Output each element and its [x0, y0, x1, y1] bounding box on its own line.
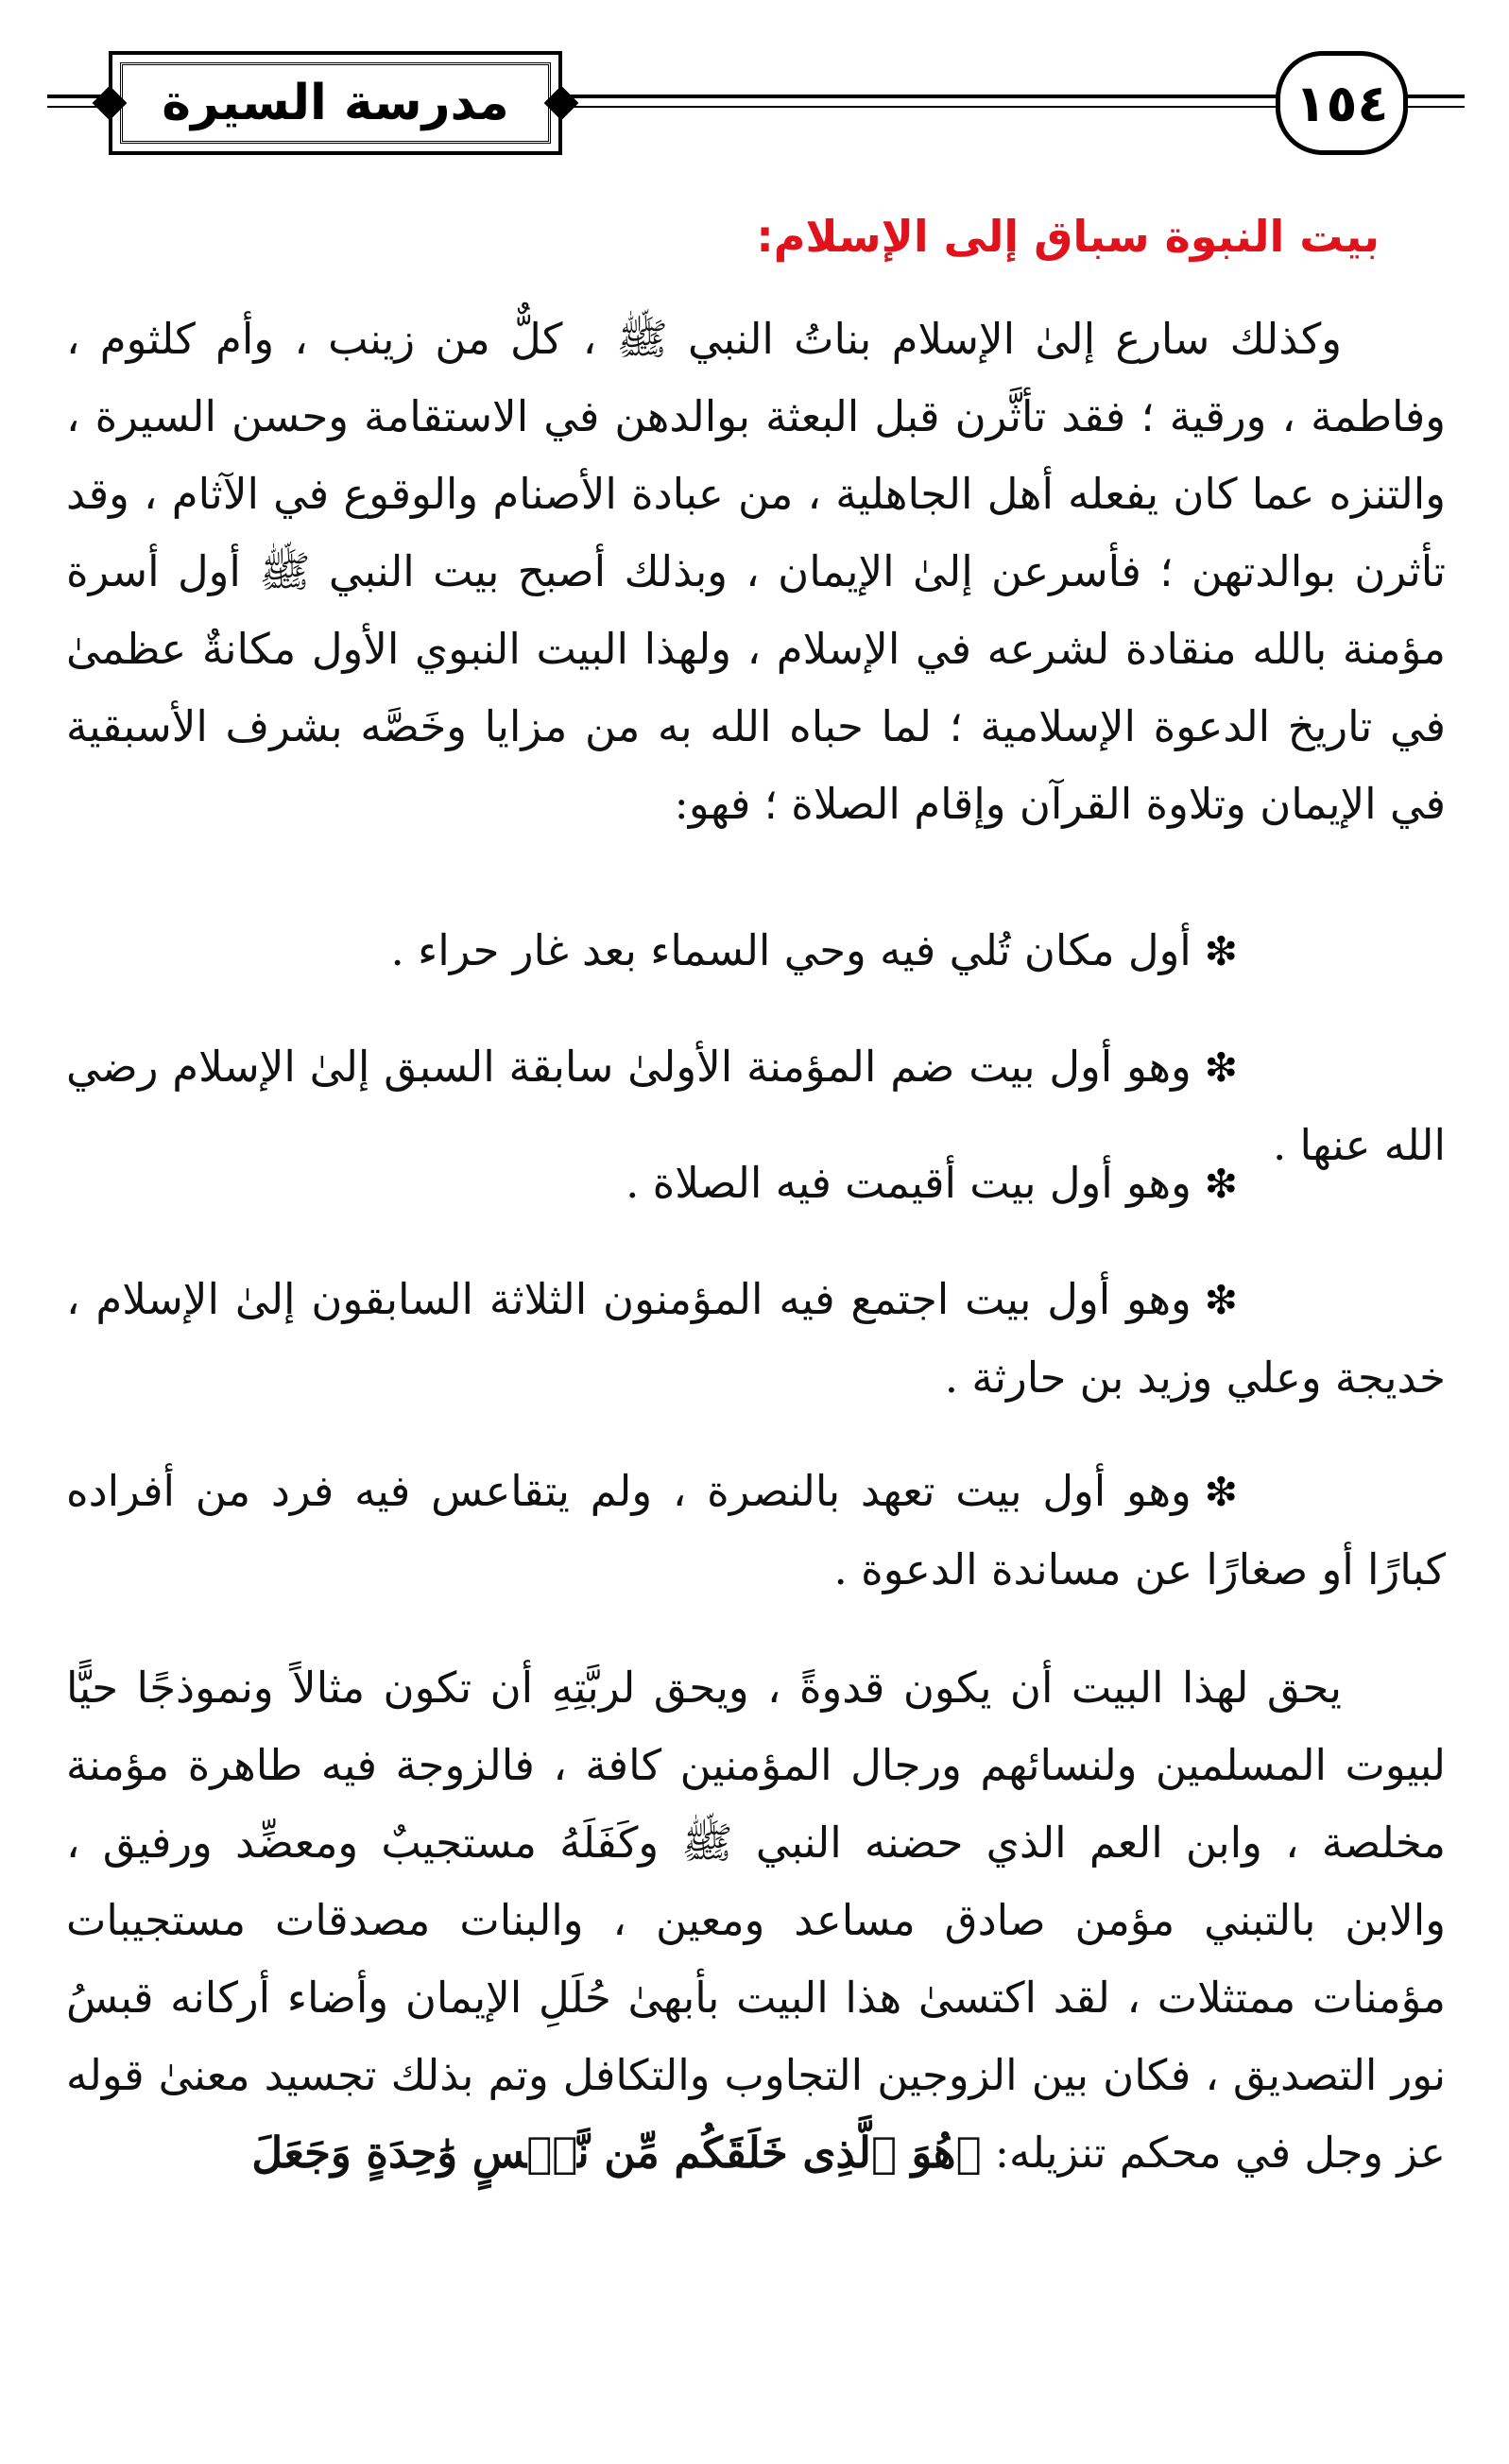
bullet-item — [66, 1145, 1446, 1223]
paragraph-closing: يحق لهذا البيت أن يكون قدوةً ، ويحق لربَّتِهِ أن تكون مثالاً ونموذجًا حيًّا لبيوت المسلمين ولنسائهم ورجال المؤمنين كافة ، فالزوجة فيه طاهرة مؤمنة مخلصة ، وابن العم الذي حضنه النبي ﷺ وكَفَلَهُ مستجيبٌ ومعضِّد ورفيق ، والابن بالتبني مؤمن صادق مساعد ومعين ، والبنات مصدقات مستجيبات مؤمنات ممتثلات ، لقد اكتسىٰ هذا البيت بأبهىٰ حُلَلِ الإيمان وأضاء أركانه قبسُ نور التصديق ، فكان بين الزوجين التجاوب والتكافل وتم بذلك تجسيد معنىٰ قوله عز وجل في محكم تنزيله: — [66, 1663, 1446, 2178]
paragraph-intro: وكذلك سارع إلىٰ الإسلام بناتُ النبي ﷺ ، كلٌّ من زينب ، وأم كلثوم ، وفاطمة ، ورقية ؛ فقد تأثَّرن قبل البعثة بوالدهن في الاستقامة وحسن السيرة ، والتنزه عما كان يفعله أهل الجاهلية ، من عبادة الأصنام والوقوع في الآثام ، وقد تأثرن بوالدتهن ؛ فأسرعن إلىٰ الإيمان ، وبذلك أصبح بيت النبي ﷺ أول أسرة مؤمنة بالله منقادة لشرعه في الإسلام ، ولهذا البيت النبوي الأول مكانةٌ عظمىٰ في تاريخ الدعوة الإسلامية ؛ لما حباه الله به من مزايا وخَصَّه بشرف الأسبقية في الإيمان وتلاوة القرآن وإقام الصلاة ؛ فهو: — [66, 314, 1446, 829]
paragraph-closing-block — [66, 1649, 1446, 2192]
asterism-bullet-icon: ❇ — [1204, 1044, 1238, 1091]
asterism-bullet-icon: ❇ — [1204, 1469, 1238, 1515]
bullet-item — [66, 912, 1446, 991]
bullet-text: وهو أول بيت تعهد بالنصرة ، ولم يتقاعس فيه فرد من أفراده كبارًا أو صغارًا عن مساندة الدعوة . — [66, 1466, 1446, 1594]
paragraph-intro-block — [66, 301, 1446, 843]
quran-verse: ﴿هُوَ ٱلَّذِى خَلَقَكُم مِّن نَّفۡسٍ وَٰحِدَةٍ وَجَعَلَ — [251, 2128, 982, 2178]
bullet-item — [66, 1453, 1446, 1609]
bullet-item — [66, 1261, 1446, 1417]
bullet-text: أول مكان تُلي فيه وحي السماء بعد غار حراء . — [390, 925, 1192, 975]
bullet-text: وهو أول بيت أقيمت فيه الصلاة . — [626, 1158, 1192, 1208]
section-heading: بيت النبوة سباق إلى الإسلام: — [756, 211, 1380, 262]
asterism-bullet-icon: ❇ — [1204, 928, 1238, 974]
asterism-bullet-icon: ❇ — [1204, 1277, 1238, 1323]
book-title: مدرسة السيرة — [162, 75, 509, 131]
bullet-text: وهو أول بيت ضم المؤمنة الأولىٰ سابقة السبق إلىٰ الإسلام رضي الله عنها . — [66, 1042, 1446, 1170]
book-title-frame — [109, 51, 562, 155]
ornament-diamond-icon — [544, 86, 579, 121]
ornament-diamond-icon — [93, 86, 128, 121]
bullet-text: وهو أول بيت اجتمع فيه المؤمنون الثلاثة السابقون إلىٰ الإسلام ، خديجة وعلي وزيد بن حارثة . — [66, 1274, 1446, 1403]
asterism-bullet-icon: ❇ — [1204, 1161, 1238, 1207]
page-number: ١٥٤ — [1295, 73, 1389, 133]
page-header — [47, 38, 1465, 170]
page-number-badge — [1276, 51, 1408, 155]
